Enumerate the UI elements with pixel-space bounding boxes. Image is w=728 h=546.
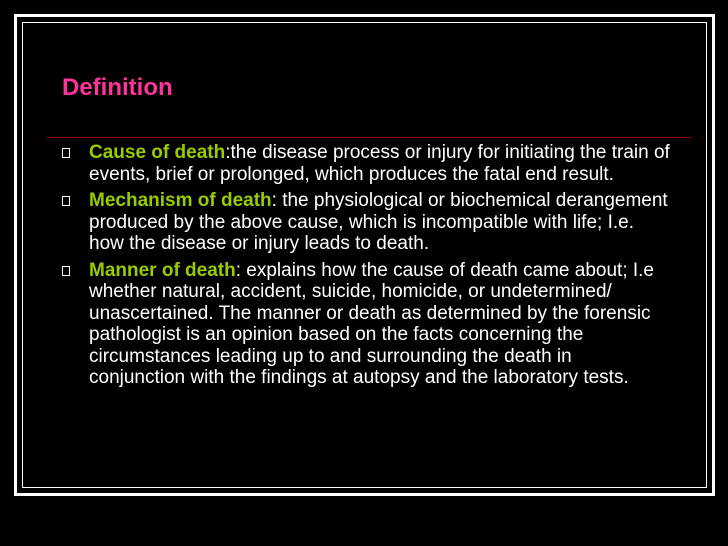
list-item-cause-of-death: [62, 142, 670, 185]
definition-manner-of-death: : explains how the cause of death came about; I.e whether natural, accident, suicide, homicide, or undetermined/ unascertained. The manner or death as determined by the forensic pathologist is an opinion based on the facts concerning the circumstances leading up to and surrounding the death in conjunction with the findings at autopsy and the laboratory tests.: [89, 259, 655, 388]
term-mechanism-of-death: Mechanism of death: [89, 190, 272, 211]
slide-title: Definition: [62, 74, 173, 101]
list-item-mechanism-of-death: [62, 190, 670, 255]
bullet-box-icon: [62, 148, 70, 158]
term-manner-of-death: Manner of death: [89, 259, 236, 281]
term-cause-of-death: Cause of death: [89, 142, 226, 163]
list-item-manner-of-death: [62, 260, 670, 389]
definition-cause-of-death: :the disease process or injury for initiating the train of events, brief or prolonged, which produces the fatal end result.: [89, 142, 670, 185]
bullet-box-icon: [62, 196, 70, 206]
bullet-box-icon: [62, 266, 70, 276]
title-divider: [46, 137, 692, 138]
definition-list: [62, 142, 670, 394]
definition-mechanism-of-death: : the physiological or biochemical derangement produced by the above cause, which is incompatible with life; I.e. how the disease or injury leads to death.: [89, 190, 668, 254]
